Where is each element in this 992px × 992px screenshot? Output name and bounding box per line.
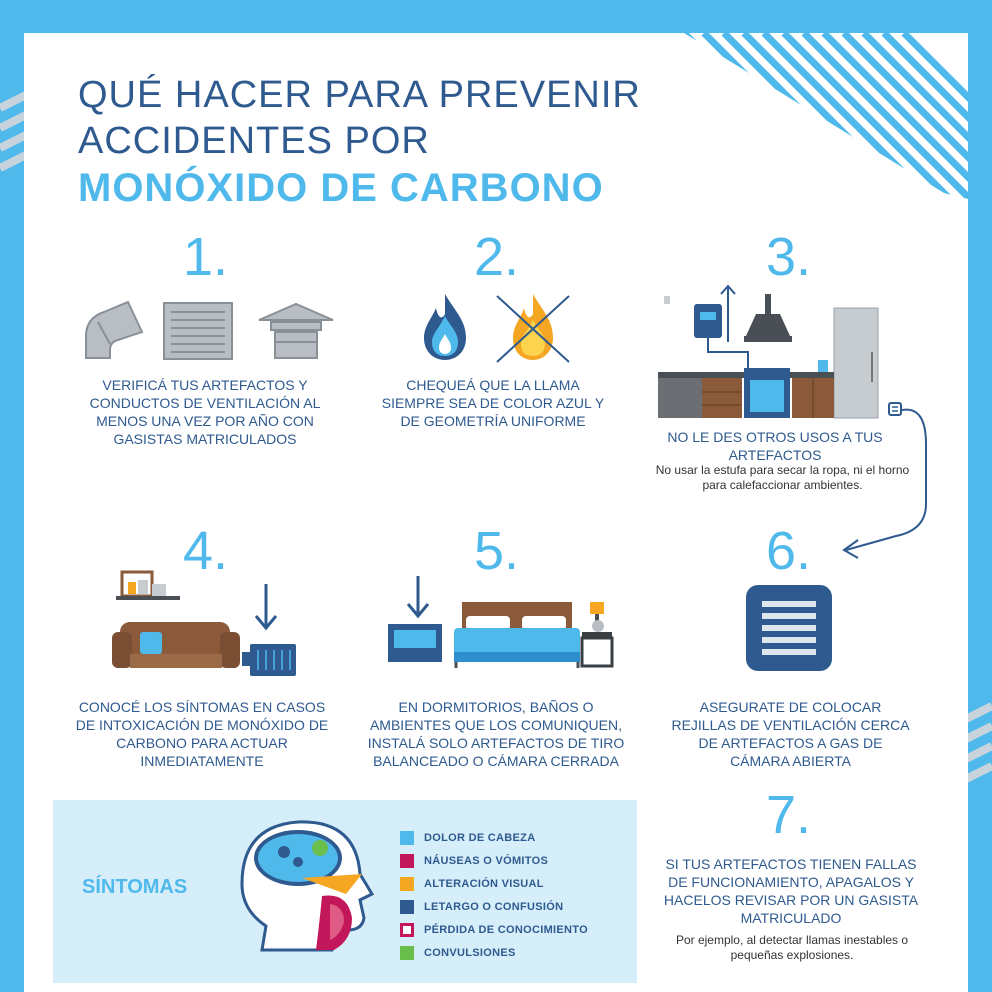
page-title	[78, 72, 641, 212]
symptom-swatch-1	[400, 831, 414, 845]
symptom-item-2	[400, 853, 548, 869]
symptom-swatch-4	[400, 900, 414, 914]
symptom-swatch-2	[400, 854, 414, 868]
symptom-swatch-6	[400, 946, 414, 960]
symptom-swatch-5	[400, 923, 414, 937]
step-6-number: 6.	[766, 521, 812, 581]
crossed-orange-flame-icon	[493, 290, 573, 366]
step-5-number: 5.	[474, 521, 520, 581]
symptom-label-6: CONVULSIONES	[424, 947, 516, 959]
step-6-text: ASEGURATE DE COLOCAR REJILLAS DE VENTILACIÓN CERCA DE ARTEFACTOS A GAS DE CÁMARA ABIERTA	[671, 699, 910, 769]
symptom-label-1: DOLOR DE CABEZA	[424, 832, 536, 844]
step-7-text: SI TUS ARTEFACTOS TIENEN FALLAS DE FUNCIONAMIENTO, APAGALOS Y HACELOS REVISAR POR UN GASISTA MATRICULADO	[663, 856, 919, 926]
symptom-item-5	[400, 922, 588, 938]
step-3-number: 3.	[766, 227, 812, 287]
blue-flame-icon	[420, 292, 470, 362]
step-2-number: 2.	[474, 227, 520, 287]
step-7-number: 7.	[766, 785, 812, 845]
step-3-note: No usar la estufa para secar la ropa, ni el horno para calefaccionar ambientes.	[655, 463, 910, 492]
step-4-text: CONOCÉ LOS SÍNTOMAS EN CASOS DE INTOXICACIÓN DE MONÓXIDO DE CARBONO PARA ACTUAR INMEDIATAMENTE	[75, 699, 329, 769]
symptom-item-6	[400, 945, 516, 961]
symptom-label-5: PÉRDIDA DE CONOCIMIENTO	[424, 924, 588, 936]
symptom-item-4	[400, 899, 563, 915]
bedroom-illustration	[386, 574, 622, 670]
title-line-2: ACCIDENTES POR	[78, 120, 430, 162]
vent-grille-icon	[163, 302, 233, 360]
symptom-item-3	[400, 876, 544, 892]
step-7-note: Por ejemplo, al detectar llamas inestables o pequeñas explosiones.	[675, 933, 909, 962]
symptom-label-3: ALTERACIÓN VISUAL	[424, 878, 544, 890]
curved-arrow-icon	[836, 404, 956, 564]
title-line-1: QUÉ HACER PARA PREVENIR	[78, 74, 641, 116]
vent-duct-icon	[80, 296, 150, 366]
symptom-label-4: LETARGO O CONFUSIÓN	[424, 901, 564, 913]
step-1-text: VERIFICÁ TUS ARTEFACTOS Y CONDUCTOS DE VENTILACIÓN AL MENOS UNA VEZ POR AÑO CON GASISTAS MATRICULADOS	[89, 377, 321, 447]
chimney-cap-icon	[255, 300, 337, 360]
step-5-text: EN DORMITORIOS, BAÑOS O AMBIENTES QUE LOS COMUNIQUEN, INSTALÁ SOLO ARTEFACTOS DE TIRO BALANCEADO O CÁMARA CERRADA	[367, 699, 625, 769]
kitchen-illustration	[658, 282, 898, 422]
title-line-3: MONÓXIDO DE CARBONO	[78, 166, 604, 210]
step-2-text: CHEQUEÁ QUE LA LLAMA SIEMPRE SEA DE COLOR AZUL Y DE GEOMETRÍA UNIFORME	[381, 377, 605, 429]
step-1-number: 1.	[183, 227, 229, 287]
symptoms-title: SÍNTOMAS	[82, 876, 188, 898]
step-4-number: 4.	[183, 521, 229, 581]
living-room-illustration	[112, 570, 302, 682]
symptom-item-1	[400, 830, 535, 846]
symptom-swatch-3	[400, 877, 414, 891]
head-profile-icon	[236, 814, 376, 954]
step-3-text: NO LE DES OTROS USOS A TUS ARTEFACTOS	[667, 429, 883, 463]
corner-stripes	[684, 33, 968, 233]
symptom-label-2: NÁUSEAS O VÓMITOS	[424, 855, 549, 867]
ventilation-grille-icon	[746, 585, 832, 671]
